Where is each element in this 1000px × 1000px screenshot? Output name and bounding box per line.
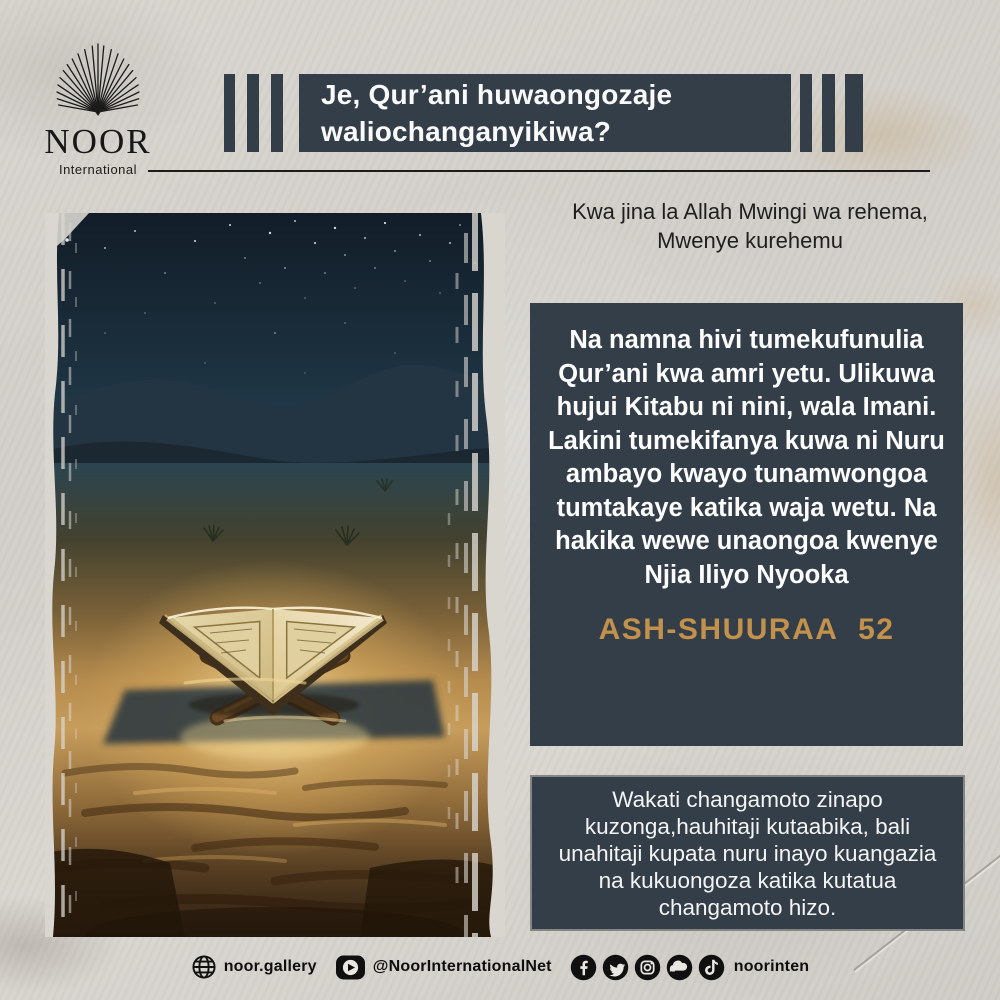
verse-line: Lakini tumekifanya kuwa ni Nuru — [548, 426, 945, 455]
brand-logo — [35, 16, 161, 177]
verse-box — [530, 303, 963, 746]
poster-title — [299, 74, 791, 152]
accent-bar — [822, 74, 835, 152]
quote-line: na kukuongoza katika kutatua — [598, 867, 897, 893]
globe-icon — [191, 954, 217, 980]
bismillah-line: Mwenye kurehemu — [657, 228, 843, 253]
quran-desert-artwork — [45, 213, 505, 937]
accent-bar — [845, 74, 863, 152]
soundcloud-icon — [666, 954, 693, 981]
facebook-icon — [570, 954, 597, 981]
social-icons-group — [570, 954, 810, 981]
verse-line: Njia Iliyo Nyooka — [644, 560, 849, 589]
social-handle-text: noorinten — [733, 958, 810, 975]
quote-line: unahitaji kupata nuru inayo kuangazia — [558, 840, 937, 866]
verse-line: Qur’ani kwa amri yetu. Ulikuwa — [558, 359, 935, 388]
poster-title-line: Je, Qur’ani huwaongozaje — [321, 79, 673, 110]
website-text: noor.gallery — [223, 958, 317, 975]
quote-line: Wakati changamoto zinapo — [612, 786, 883, 812]
youtube-icon — [335, 954, 366, 981]
social-icons — [570, 954, 725, 981]
bismillah-line: Kwa jina la Allah Mwingi wa rehema, — [572, 199, 928, 224]
twitter-icon — [602, 954, 629, 981]
verse-line: Na namna hivi tumekufunulia — [569, 326, 924, 354]
youtube-group — [335, 954, 552, 981]
bismillah-text — [555, 197, 945, 255]
header-rule — [148, 170, 930, 172]
website-group — [191, 954, 317, 980]
accent-bar — [247, 74, 259, 152]
accent-bar — [224, 74, 235, 152]
accent-bar — [271, 74, 283, 152]
tiktok-icon — [698, 954, 725, 981]
footer-social-bar — [0, 949, 1000, 985]
instagram-icon — [634, 954, 661, 981]
verse-line: tumtakaye katika waja wetu. Na — [556, 493, 937, 522]
verse-line: ambayo kwayo tunamwongoa — [565, 460, 928, 488]
quote-line: kuzonga,hauhitaji kutaabika, bali — [584, 813, 911, 839]
quote-line: changamoto hizo. — [658, 894, 837, 920]
quote-box — [530, 775, 965, 931]
book-fan-icon — [41, 16, 155, 120]
poster-title-line: waliochanganyikiwa? — [321, 116, 612, 147]
verse-reference: ASH-SHUURAA 52 — [598, 613, 895, 646]
youtube-handle-text: @NoorInternationalNet — [372, 958, 552, 975]
brand-subtitle: International — [58, 162, 138, 177]
verse-line: hujui Kitabu ni nini, wala Imani. — [556, 393, 937, 421]
accent-bar — [800, 74, 812, 152]
brand-name: NOOR — [44, 122, 152, 161]
verse-line: hakika wewe unaongoa kwenye — [555, 527, 938, 555]
